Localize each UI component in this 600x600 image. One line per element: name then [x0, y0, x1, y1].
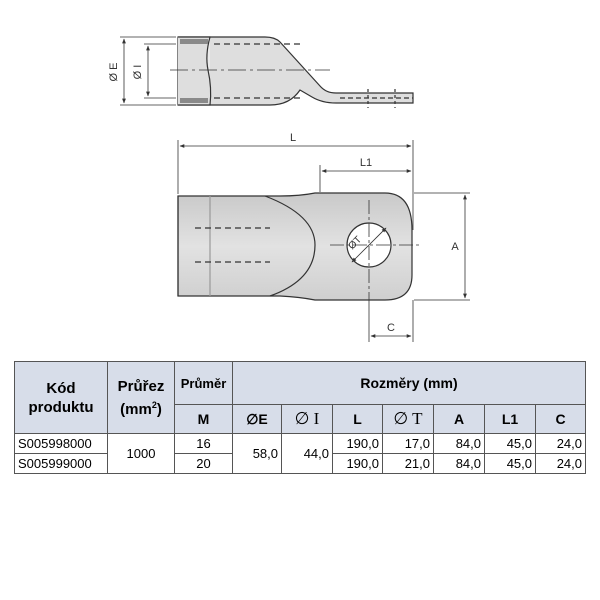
header-col-l: L [333, 405, 383, 434]
header-code-line1: Kód [46, 379, 76, 397]
cell-code: S005998000 [15, 434, 108, 454]
header-section [108, 362, 175, 434]
cell-l1: 45,0 [485, 454, 536, 474]
header-col-i: ∅ I [282, 405, 333, 434]
header-dimensions: Rozměry (mm) [233, 362, 586, 405]
cell-m: 20 [175, 454, 233, 474]
cell-a: 84,0 [434, 454, 485, 474]
cell-l: 190,0 [333, 434, 383, 454]
cell-section: 1000 [108, 434, 175, 474]
header-section-sup: 2 [151, 399, 157, 410]
top-view [178, 140, 470, 342]
label-dia-i: Ø I [132, 64, 144, 80]
label-dia-e: Ø E [108, 62, 120, 82]
header-col-e: ∅E [233, 405, 282, 434]
cell-i: 44,0 [282, 434, 333, 474]
cell-l1: 45,0 [485, 434, 536, 454]
cell-t: 17,0 [383, 434, 434, 454]
cell-c: 24,0 [536, 454, 586, 474]
header-col-l1: L1 [485, 405, 536, 434]
specification-table [14, 361, 586, 474]
header-section-prefix: (mm [120, 400, 152, 418]
label-length1: L1 [359, 157, 373, 169]
header-m: M [175, 405, 233, 434]
label-dia-t: ØT [346, 234, 365, 253]
label-dim-c: C [387, 322, 395, 334]
side-view [120, 37, 413, 108]
table-row [15, 434, 586, 454]
header-section-suffix: ) [156, 400, 162, 418]
label-length: L [289, 132, 297, 144]
cell-code: S005999000 [15, 454, 108, 474]
header-diameter: Průměr [175, 362, 233, 405]
header-section-line1: Průřez [117, 377, 165, 395]
cell-t: 21,0 [383, 454, 434, 474]
header-code-line2: produktu [28, 398, 94, 416]
cell-c: 24,0 [536, 434, 586, 454]
header-col-a: A [434, 405, 485, 434]
cell-m: 16 [175, 434, 233, 454]
cell-e: 58,0 [233, 434, 282, 474]
header-col-c: C [536, 405, 586, 434]
header-col-t: ∅ T [383, 405, 434, 434]
header-code [15, 362, 108, 434]
cell-a: 84,0 [434, 434, 485, 454]
label-dim-a: A [451, 241, 459, 253]
cell-l: 190,0 [333, 454, 383, 474]
